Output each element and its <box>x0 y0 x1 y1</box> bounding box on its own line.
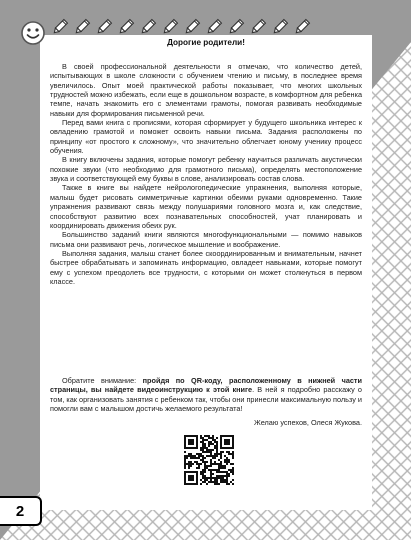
pencil-icon <box>226 17 246 37</box>
pencil-row <box>50 17 370 37</box>
notice-lead: Обратите внимание: <box>62 376 143 385</box>
notice-tail: . В ней я подробно расскажу о том, как организовать занятия с ребенком так, чтобы они принесли максимальную пользу и помогли вам с малышом достичь желаемого результата! <box>50 385 362 414</box>
pencil-icon <box>50 17 70 37</box>
paragraph: Большинство заданий книги являются многофункциональными — помимо навыков письма они развивают речь, логическое мышление и воображение. <box>50 230 362 249</box>
paragraph: Также в книге вы найдете нейрологопедические упражнения, выполняя которые, малыш будет рисовать симметричные картинки обеими руками одновременно. Такие упражнения развивают связь между полушариями головного мозга и, как следствие, способствуют развитию всех познавательных способностей, учат планировать и координировать движения обеих рук. <box>50 183 362 230</box>
pencil-icon <box>182 17 202 37</box>
qr-code[interactable] <box>184 435 234 485</box>
paragraph: Выполняя задания, малыш станет более скоординированным и внимательным, начнет быстрее обрабатывать и запоминать информацию, овладеет навыками, которые помогут ему с успехом преодолеть все трудности, с которыми он может столкнуться в первом классе. <box>50 248 362 286</box>
paragraph: В книгу включены задания, которые помогут ребенку научиться различать акустически похожие звуки (что необходимо для грамотного письма), определять местоположение звука и соответствующей ему буквы в слове, анализировать состав слова. <box>50 155 362 184</box>
page-title: Дорогие родители! <box>167 38 245 47</box>
pencil-icon <box>138 17 158 37</box>
page-number: 2 <box>0 496 42 526</box>
pencil-icon <box>204 17 224 37</box>
paragraph: В своей профессиональной деятельности я отмечаю, что количество детей, испытывающих в школе сложности с обучением чтению и письму, в последнее время увеличилось. Опыт моей практической работы показывает, что многих школьных трудностей можно избежать, если еще в дошкольном возрасте, в комфортном для ребенка темпе, начать знакомить его с элементами грамоты, помогая развивать необходимые навыки для формирования письменной речи. <box>50 62 362 118</box>
pencil-icon <box>160 17 180 37</box>
notice-bold: пройдя по QR-коду, расположенному в нижней части страницы, вы найдете видеоинструкцию к этой книге <box>50 376 362 395</box>
pencil-icon <box>292 17 312 37</box>
smiley-icon <box>20 20 46 46</box>
pencil-icon <box>72 17 92 37</box>
signature: Желаю успехов, Олеся Жукова. <box>254 418 362 427</box>
pencil-icon <box>94 17 114 37</box>
pencil-icon <box>270 17 290 37</box>
qr-notice <box>50 376 362 413</box>
notice-paragraph <box>50 376 362 413</box>
letter-body <box>50 62 362 286</box>
pencil-icon <box>248 17 268 37</box>
pencil-icon <box>116 17 136 37</box>
paragraph: Перед вами книга с прописями, которая сформирует у будущего школьника интерес к овладению грамотой и поможет освоить навыки письма. Задания расположены по принципу «от простого к сложному», что значительно облегчает юному ученику процесс обучения. <box>50 118 362 156</box>
